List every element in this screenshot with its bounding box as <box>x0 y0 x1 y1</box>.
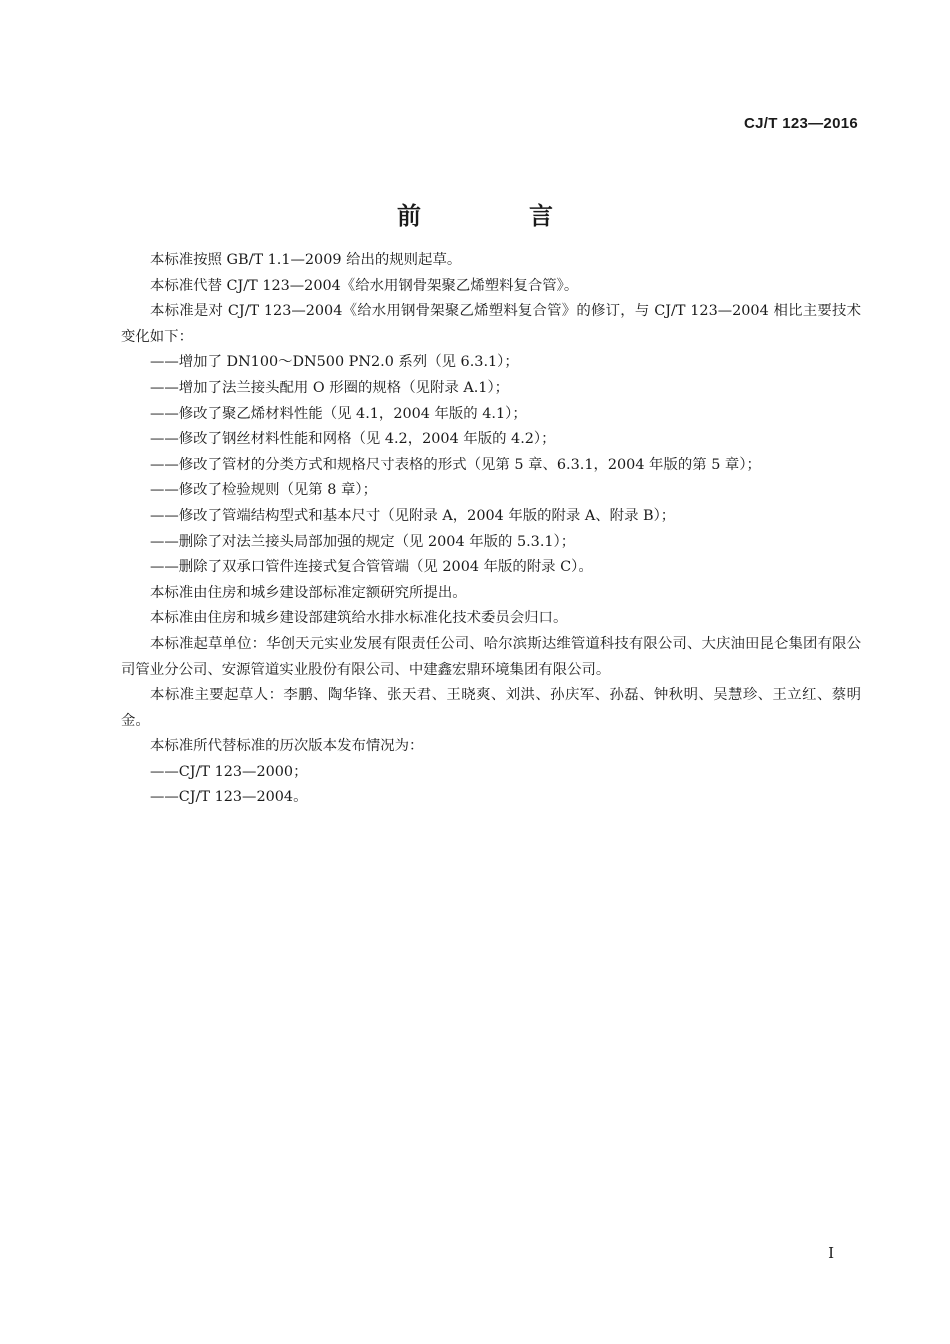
history-item: ——CJ/T 123—2004。 <box>150 789 308 806</box>
paragraph-drafting-rules: 本标准按照 GB/T 1.1—2009 给出的规则起草。 <box>150 252 462 268</box>
history-item: ——CJ/T 123—2000； <box>150 763 308 780</box>
paragraph-drafters: 本标准主要起草人：李鹏、陶华锋、张天君、王晓爽、刘洪、孙庆军、孙磊、钟秋明、吴慧珍、王立红、蔡明金。 <box>121 687 861 729</box>
page-number: I <box>828 1244 834 1262</box>
change-item: ——删除了双承口管件连接式复合管管端（见 2004 年版的附录 C）。 <box>150 559 593 576</box>
change-item: ——删除了对法兰接头局部加强的规定（见 2004 年版的 5.3.1）； <box>150 533 576 550</box>
paragraph-history-intro: 本标准所代替标准的历次版本发布情况为： <box>150 738 424 755</box>
change-item: ——修改了管端结构型式和基本尺寸（见附录 A，2004 年版的附录 A、附录 B）； <box>150 507 676 524</box>
paragraph-proposed-by: 本标准由住房和城乡建设部标准定额研究所提出。 <box>150 584 467 601</box>
change-item: ——修改了钢丝材料性能和网格（见 4.2，2004 年版的 4.2）； <box>150 431 556 448</box>
foreword-body <box>121 248 861 811</box>
change-item: ——修改了管材的分类方式和规格尺寸表格的形式（见第 5 章、6.3.1，2004 年版的第 5 章）； <box>150 456 761 473</box>
change-item: ——修改了检验规则（见第 8 章）； <box>150 482 377 499</box>
paragraph-centralized-by: 本标准由住房和城乡建设部建筑给水排水标准化技术委员会归口。 <box>150 610 568 627</box>
change-item: ——增加了法兰接头配用 O 形圈的规格（见附录 A.1）； <box>150 379 510 396</box>
paragraph-replaces: 本标准代替 CJ/T 123—2004《给水用钢骨架聚乙烯塑料复合管》。 <box>150 277 579 294</box>
paragraph-revision-intro: 本标准是对 CJ/T 123—2004《给水用钢骨架聚乙烯塑料复合管》的修订，与 CJ/T 123—2004 相比主要技术变化如下： <box>121 303 861 345</box>
standard-code: CJ/T 123—2016 <box>744 115 858 132</box>
paragraph-drafting-units: 本标准起草单位：华创天元实业发展有限责任公司、哈尔滨斯达维管道科技有限公司、大庆油田昆仑集团有限公司管业分公司、安源管道实业股份有限公司、中建鑫宏鼎环境集团有限公司。 <box>121 635 861 678</box>
change-item: ——修改了聚乙烯材料性能（见 4.1，2004 年版的 4.1）； <box>150 405 527 422</box>
page-title: 前 言 <box>397 202 595 230</box>
change-item: ——增加了 DN100～DN500 PN2.0 系列（见 6.3.1）； <box>150 354 519 371</box>
